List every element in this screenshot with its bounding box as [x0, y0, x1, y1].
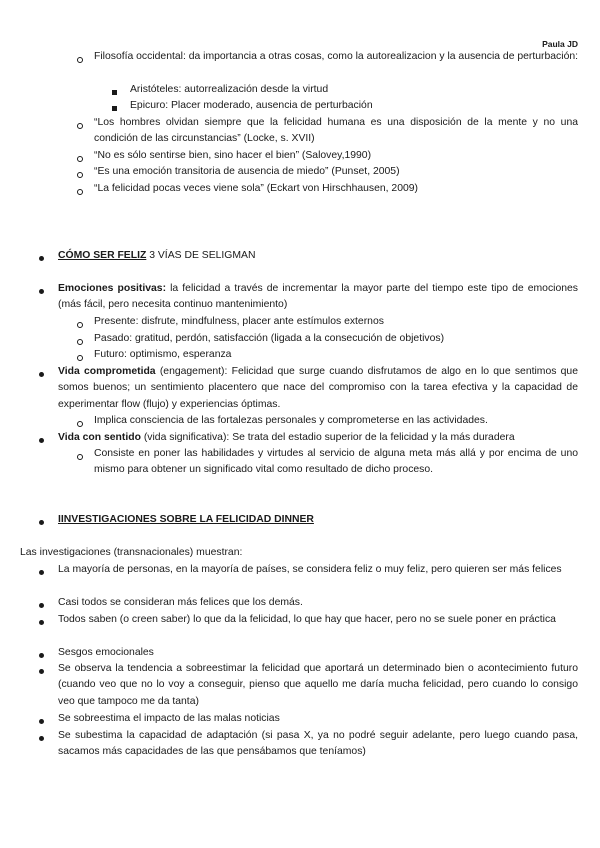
emociones-positivas-label: Emociones positivas: [58, 283, 167, 294]
punset-quote: “Es una emoción transitoria de ausencia de miedo” (Punset, 2005) [94, 166, 400, 177]
vida-comprometida-text: (engagement): Felicidad que surge cuando disfrutamos de algo en lo que sentimos que somos buenos; un sentimiento placentero que nace del compromiso con la tarea efectiva y la capacidad de experimentar flow (flujo) y experiencias óptimas. [58, 366, 578, 410]
vida-comprometida-paragraph [58, 364, 578, 413]
bullet-icon [39, 669, 44, 674]
circle-bullet-icon [77, 454, 83, 460]
bullet-icon [39, 520, 44, 525]
aristoteles-text: Aristóteles: autorrealización desde la virtud [130, 84, 329, 95]
como-ser-feliz-label: CÓMO SER FELIZ [58, 250, 147, 261]
circle-bullet-icon [77, 339, 83, 345]
bullet-icon [39, 719, 44, 724]
pasado-text: Pasado: gratitud, perdón, satisfacción (ligada a la consecución de objetivos) [94, 333, 445, 344]
filosofia-occidental-text: Filosofía occidental: da importancia a otras cosas, como la autorealizacion y la ausencia de perturbación: [94, 51, 579, 62]
investigacion-item: Todos saben (o creen saber) lo que da la felicidad, lo que hay que hacer, pero no se suele poner en práctica [58, 614, 556, 625]
locke-quote: “Los hombres olvidan siempre que la felicidad humana es una disposición de la mente y no una condición de las circunstancias” (Locke, s. XVII) [94, 117, 578, 145]
bullet-icon [39, 603, 44, 608]
vida-con-sentido-text: (vida significativa): Se trata del estadio superior de la felicidad y la más duradera [140, 432, 515, 443]
circle-bullet-icon [77, 123, 83, 129]
bullet-icon [39, 736, 44, 741]
investigaciones-heading: IINVESTIGACIONES SOBRE LA FELICIDAD DINNER [58, 514, 314, 525]
presente-text: Presente: disfrute, mindfulness, placer ante estímulos externos [94, 316, 384, 327]
bullet-icon [39, 289, 44, 294]
square-bullet-icon [112, 90, 117, 95]
vida-comprometida-label: Vida comprometida [58, 366, 156, 377]
square-bullet-icon [112, 106, 117, 111]
salovey-quote: “No es sólo sentirse bien, sino hacer el bien” (Salovey,1990) [94, 150, 372, 161]
investigacion-item: La mayoría de personas, en la mayoría de países, se considera feliz o muy feliz, pero quieren ser más felices [58, 564, 562, 575]
seligman-heading [58, 248, 255, 264]
epicuro-text: Epicuro: Placer moderado, ausencia de perturbación [130, 100, 373, 111]
futuro-text: Futuro: optimismo, esperanza [94, 349, 232, 360]
circle-bullet-icon [77, 189, 83, 195]
author-label: Paula JD [542, 39, 578, 49]
vias-seligman-label: 3 VÍAS DE SELIGMAN [146, 250, 256, 261]
circle-bullet-icon [77, 156, 83, 162]
bullet-icon [39, 438, 44, 443]
circle-bullet-icon [77, 322, 83, 328]
bullet-icon [39, 620, 44, 625]
investigacion-item: Casi todos se consideran más felices que los demás. [58, 597, 303, 608]
emociones-positivas-text: la felicidad a través de incrementar la mayor parte del tiempo este tipo de emociones (más fácil, pero necesita continuo mantenimiento) [58, 283, 578, 311]
consiste-text: Consiste en poner las habilidades y virtudes al servicio de alguna meta más allá y por encima de uno mismo para obtener un significado vital como resultado de dicho proceso. [94, 448, 578, 476]
bullet-icon [39, 570, 44, 575]
circle-bullet-icon [77, 57, 83, 63]
investigaciones-intro: Las investigaciones (transnacionales) muestran: [20, 547, 243, 558]
investigacion-item: Se sobreestima el impacto de las malas noticias [58, 713, 280, 724]
implica-text: Implica consciencia de las fortalezas personales y comprometerse en las actividades. [94, 415, 488, 426]
bullet-icon [39, 653, 44, 658]
vida-con-sentido-label: Vida con sentido [58, 432, 141, 443]
emociones-positivas-paragraph [58, 281, 578, 314]
bullet-icon [39, 256, 44, 261]
circle-bullet-icon [77, 172, 83, 178]
bullet-icon [39, 372, 44, 377]
hirschhausen-quote: “La felicidad pocas veces viene sola” (Eckart von Hirschhausen, 2009) [94, 183, 419, 194]
investigacion-item: Se subestima la capacidad de adaptación (si pasa X, ya no podré seguir adelante, pero luego cuando pasa, sacamos más capacidades de las que pensábamos que teníamos) [58, 730, 578, 758]
circle-bullet-icon [77, 421, 83, 427]
circle-bullet-icon [77, 355, 83, 361]
investigacion-item: Se observa la tendencia a sobreestimar la felicidad que aportará un determinado bien o acontecimiento futuro (cuando veo que no lo voy a conseguir, pienso que aquello me daría mucha felicidad, pero cuando lo consigo veo que tampoco me da tanta) [58, 663, 578, 707]
investigacion-item: Sesgos emocionales [58, 647, 154, 658]
vida-con-sentido-paragraph [58, 430, 515, 446]
